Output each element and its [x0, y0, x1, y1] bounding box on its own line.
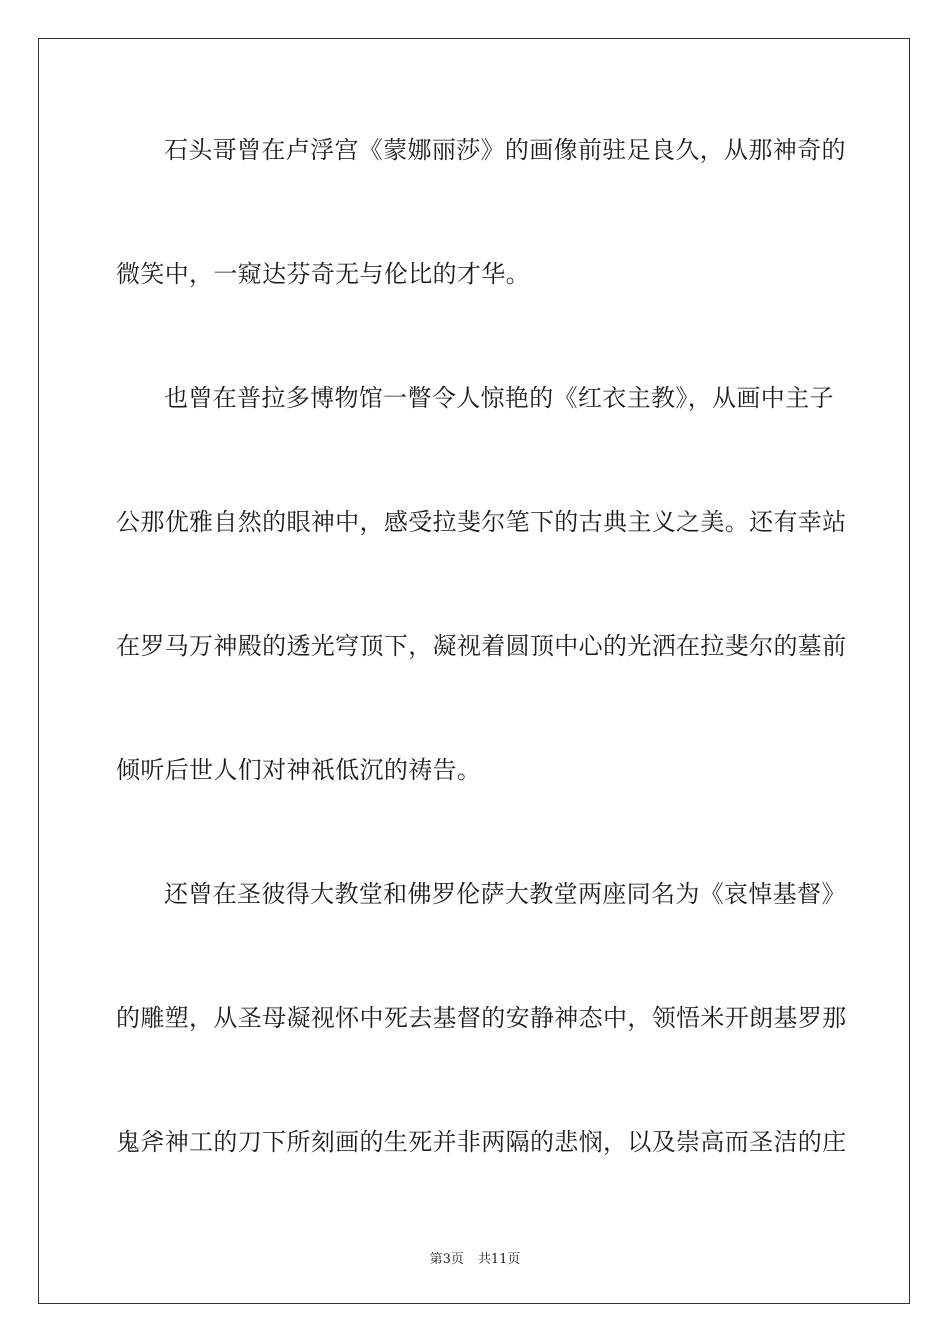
- paragraph-2-line-2: 公那优雅自然的眼神中，感受拉斐尔笔下的古典主义之美。还有幸站: [116, 508, 847, 536]
- paragraph-2-line-4: 倾听后世人们对神祇低沉的祷告。: [116, 756, 482, 784]
- paragraph-1-line-2: 微笑中，一窥达芬奇无与伦比的才华。: [116, 260, 530, 288]
- page-total: 共11页: [477, 1252, 521, 1267]
- page-footer: [0, 1248, 950, 1267]
- paragraph-3-line-2: 的雕塑，从圣母凝视怀中死去基督的安静神态中，领悟米开朗基罗那: [116, 1004, 847, 1032]
- paragraph-3-line-1: 还曾在圣彼得大教堂和佛罗伦萨大教堂两座同名为《哀悼基督》: [164, 880, 846, 908]
- page-number: 第3页: [429, 1252, 464, 1267]
- paragraph-2-line-1: 也曾在普拉多博物馆一瞥令人惊艳的《红衣主教》，从画中主子: [164, 384, 834, 412]
- paragraph-3-line-3: 鬼斧神工的刀下所刻画的生死并非两隔的悲悯，以及崇高而圣洁的庄: [116, 1128, 847, 1156]
- page-border: [38, 38, 910, 1304]
- paragraph-2-line-3: 在罗马万神殿的透光穹顶下，凝视着圆顶中心的光洒在拉斐尔的墓前: [116, 632, 847, 660]
- paragraph-1-line-1: 石头哥曾在卢浮宫《蒙娜丽莎》的画像前驻足良久，从那神奇的: [164, 136, 846, 164]
